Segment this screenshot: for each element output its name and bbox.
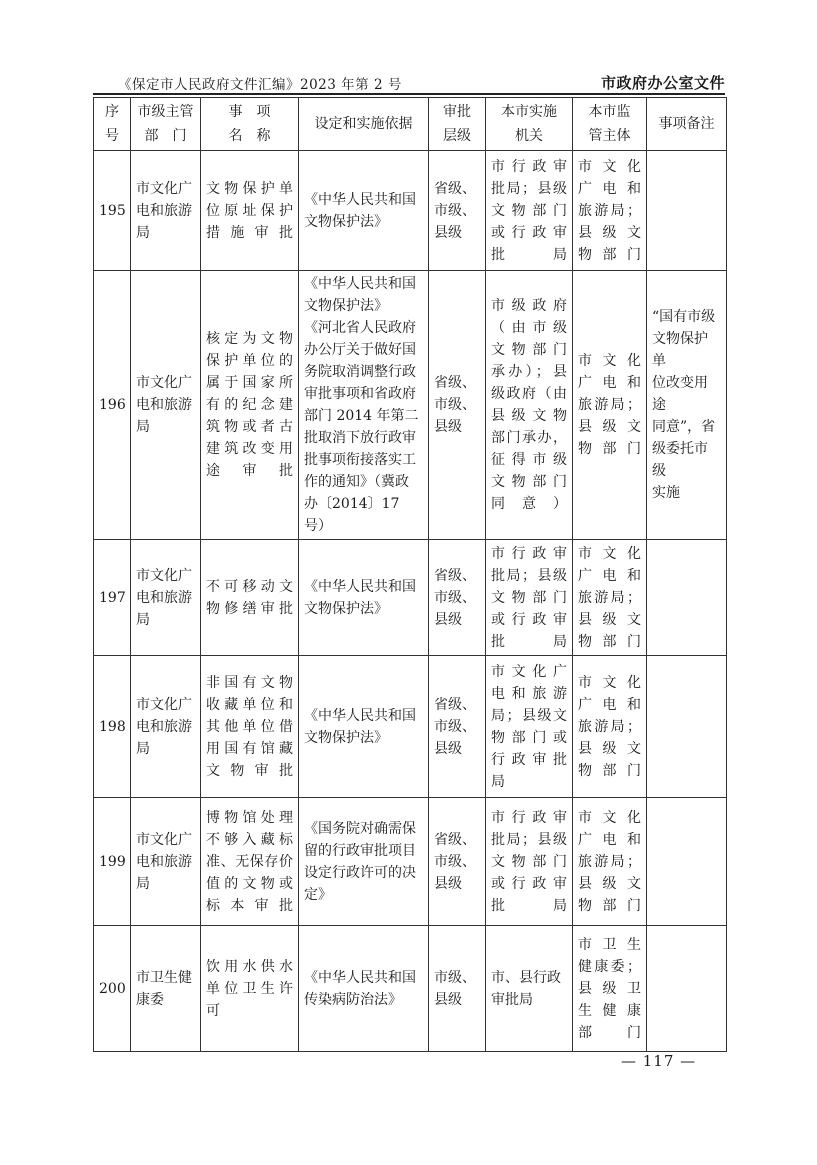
row-no: 200 (94, 926, 131, 1052)
row-agency: 市行政审 批局；县级 文物部门 或行政审 批局 (486, 151, 573, 271)
col-header-basis: 设定和实施依据 (299, 98, 429, 151)
col-header-note: 事项备注 (647, 98, 727, 151)
row-agency: 市文化广 电和旅游 局；县级文 物部门或 行政审批 局 (486, 656, 573, 798)
row-supervisor: 市文化 广电和 旅游局； 县级文 物部门 (573, 151, 647, 271)
row-name: 不可移动文 物修缮审批 (201, 540, 299, 656)
document-source: 《保定市人民政府文件汇编》2023 年第 2 号 (118, 77, 402, 93)
row-basis: 《中华人民共和国 文物保护法》 (299, 540, 429, 656)
row-dept: 市文化广 电和旅游 局 (131, 656, 201, 798)
col-header-supervisor: 本市监 管主体 (573, 98, 647, 151)
row-dept: 市文化广 电和旅游 局 (131, 271, 201, 540)
row-dept: 市文化广 电和旅游 局 (131, 151, 201, 271)
row-level: 市级、 县级 (429, 926, 486, 1052)
table-row (94, 926, 727, 1052)
row-note: “国有市级 文物保护单 位改变用途 同意”，省 级委托市级 实施 (647, 271, 727, 540)
table-row (94, 151, 727, 271)
row-basis: 《国务院对确需保 留的行政审批项目 设定行政许可的决 定》 (299, 798, 429, 926)
issuer-label: 市政府办公室文件 (600, 74, 725, 92)
col-header-level: 审批 层级 (429, 98, 486, 151)
table-row (94, 656, 727, 798)
col-header-agency: 本市实施 机关 (486, 98, 573, 151)
row-no: 195 (94, 151, 131, 271)
row-dept: 市文化广 电和旅游 局 (131, 798, 201, 926)
row-name: 非国有文物 收藏单位和 其他单位借 用国有馆藏 文物审批 (201, 656, 299, 798)
row-level: 省级、 市级、 县级 (429, 271, 486, 540)
row-agency: 市行政审 批局；县级 文物部门 或行政审 批局 (486, 798, 573, 926)
row-name: 文物保护单 位原址保护 措施审批 (201, 151, 299, 271)
row-dept: 市卫生健 康委 (131, 926, 201, 1052)
row-agency: 市级政府 （由市级 文物部门 承办）；县 级政府（由 县级文物 部门承办， 征得市级 文物部门 同意） (486, 271, 573, 540)
row-basis: 《中华人民共和国 文物保护法》 《河北省人民政府 办公厅关于做好国 务院取消调整行政 审批事项和省政府 部门 2014 年第二 批取消下放行政审 批事项衔接落实工 作的通知》（冀政 办〔2014〕17 号） (299, 271, 429, 540)
row-note (647, 151, 727, 271)
row-name: 博物馆处理 不够入藏标 准、无保存价 值的文物或 标本审批 (201, 798, 299, 926)
row-note (647, 926, 727, 1052)
row-no: 196 (94, 271, 131, 540)
row-note (647, 656, 727, 798)
col-header-no: 序 号 (94, 98, 131, 151)
table-row (94, 540, 727, 656)
row-level: 省级、 市级、 县级 (429, 540, 486, 656)
row-dept: 市文化广 电和旅游 局 (131, 540, 201, 656)
header-rule (93, 93, 725, 95)
table-row (94, 798, 727, 926)
row-no: 199 (94, 798, 131, 926)
row-no: 197 (94, 540, 131, 656)
row-basis: 《中华人民共和国 传染病防治法》 (299, 926, 429, 1052)
row-supervisor: 市文化 广电和 旅游局； 县级文 物部门 (573, 656, 647, 798)
table-header-row (94, 98, 727, 151)
row-supervisor: 市卫生 健康委； 县级卫 生健康 部门 (573, 926, 647, 1052)
row-agency: 市、县行政 审批局 (486, 926, 573, 1052)
row-supervisor: 市文化 广电和 旅游局； 县级文 物部门 (573, 540, 647, 656)
col-header-name: 事 项 名 称 (201, 98, 299, 151)
table-row (94, 271, 727, 540)
row-supervisor: 市文化 广电和 旅游局； 县级文 物部门 (573, 798, 647, 926)
row-no: 198 (94, 656, 131, 798)
row-note (647, 798, 727, 926)
row-name: 饮用水供水 单位卫生许 可 (201, 926, 299, 1052)
row-note (647, 540, 727, 656)
row-basis: 《中华人民共和国 文物保护法》 (299, 656, 429, 798)
col-header-dept: 市级主管 部 门 (131, 98, 201, 151)
row-basis: 《中华人民共和国 文物保护法》 (299, 151, 429, 271)
row-supervisor: 市文化 广电和 旅游局； 县级文 物部门 (573, 271, 647, 540)
row-level: 省级、 市级、 县级 (429, 656, 486, 798)
row-level: 省级、 市级、 县级 (429, 151, 486, 271)
page-number: — 117 — (621, 1052, 697, 1070)
approval-items-table (93, 97, 727, 1052)
row-name: 核定为文物 保护单位的 属于国家所 有的纪念建 筑物或者古 建筑改变用 途审批 (201, 271, 299, 540)
row-agency: 市行政审 批局；县级 文物部门 或行政审 批局 (486, 540, 573, 656)
row-level: 省级、 市级、 县级 (429, 798, 486, 926)
